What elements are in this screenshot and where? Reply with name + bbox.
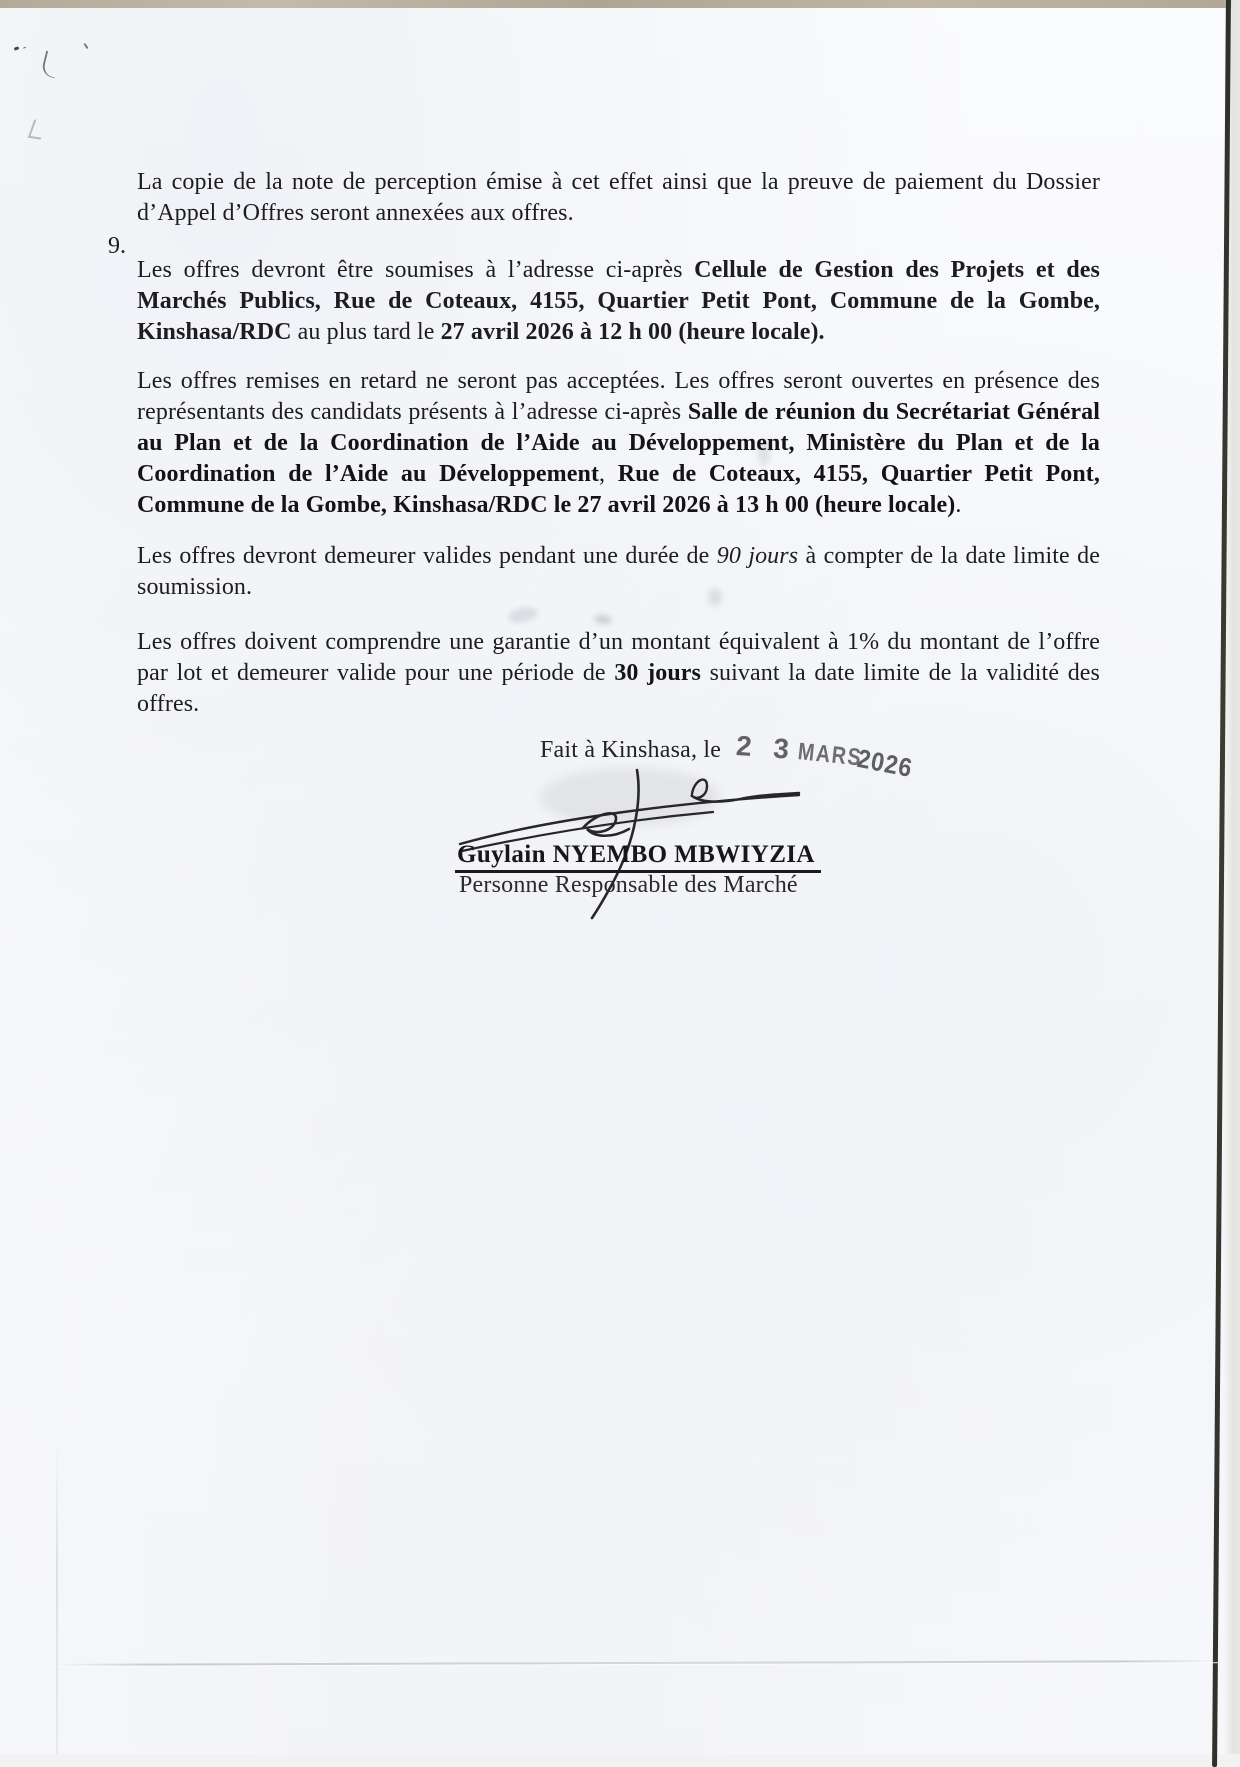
stamp-year: 2026 <box>854 742 916 784</box>
ink-smudge <box>507 605 539 625</box>
intro-text: La copie de la note de perception émise à cet effet ainsi que la preuve de paiement du Dossier d’Appel d’Offres seront annexées aux offres. <box>137 169 1100 226</box>
signatory-name: Guylain NYEMBO MBWIYZIA <box>455 841 821 873</box>
item9-address-bold: Cellule de Gestion des Projets et des Marchés Publics, Rue de Coteaux, 4155, Quartier Petit Pont, Commune de la Gombe, Kinshasa/RDC <box>137 257 1100 345</box>
scanner-edge-top <box>0 0 1240 8</box>
intro-paragraph <box>137 167 1100 229</box>
validity-text: Les offres devront demeurer valides pendant une durée de <box>137 543 717 569</box>
guarantee-text: suivant la date limite de la validité des offres. <box>137 660 1100 717</box>
place-date-line: Fait à Kinshasa, le <box>540 737 722 763</box>
item9-text: au plus tard le <box>291 319 441 345</box>
late-text: . <box>955 492 962 518</box>
late-offers-paragraph <box>137 366 1100 521</box>
paper-fold-line <box>58 1660 1218 1666</box>
stamp-month: MARS <box>796 738 864 772</box>
ink-speck <box>14 46 20 51</box>
opening-venue-bold: Salle de réunion du Secrétariat Général au Plan et de la Coordination de l’Aide au Développement, Ministère du Plan et de la Coordination de l’Aide au Développement <box>137 399 1100 487</box>
pen-mark <box>40 51 61 79</box>
guarantee-duration-bold: 30 jours <box>614 660 701 686</box>
late-text: , <box>599 461 618 487</box>
pen-mark <box>28 119 48 139</box>
item9-text: Les offres devront être soumises à l’adresse ci-après <box>137 257 695 283</box>
opening-address-bold: Rue de Coteaux, 4155, Quartier Petit Pont, Commune de la Gombe, Kinshasa/RDC le 27 avril 2026 à 13 h 00 (heure locale) <box>137 461 1100 518</box>
guarantee-paragraph <box>137 627 1100 720</box>
late-text: Les offres remises en retard ne seront pas acceptées. Les offres seront ouvertes en présence des représentants des candidats présents à l’adresse ci-après <box>137 368 1100 425</box>
validity-duration-italic: 90 jours <box>716 543 799 569</box>
stamp-day: 2 3 <box>735 729 797 766</box>
guarantee-text: Les offres doivent comprendre une garantie d’un montant équivalent à 1% du montant de l’offre par lot et demeurer valide pour une période de <box>137 629 1100 686</box>
validity-text: à compter de la date limite de soumission. <box>137 543 1100 600</box>
signatory-title: Personne Responsable des Marché <box>459 872 798 898</box>
list-item-9 <box>108 231 1100 372</box>
list-number: 9. <box>108 233 126 259</box>
ink-speck <box>83 43 88 49</box>
item9-deadline-bold: 27 avril 2026 à 12 h 00 (heure locale). <box>440 319 825 345</box>
ink-smudge <box>594 614 613 625</box>
list-item-9-paragraph <box>137 255 1100 348</box>
paper-crease-left <box>56 1440 58 1754</box>
validity-paragraph <box>137 541 1100 603</box>
